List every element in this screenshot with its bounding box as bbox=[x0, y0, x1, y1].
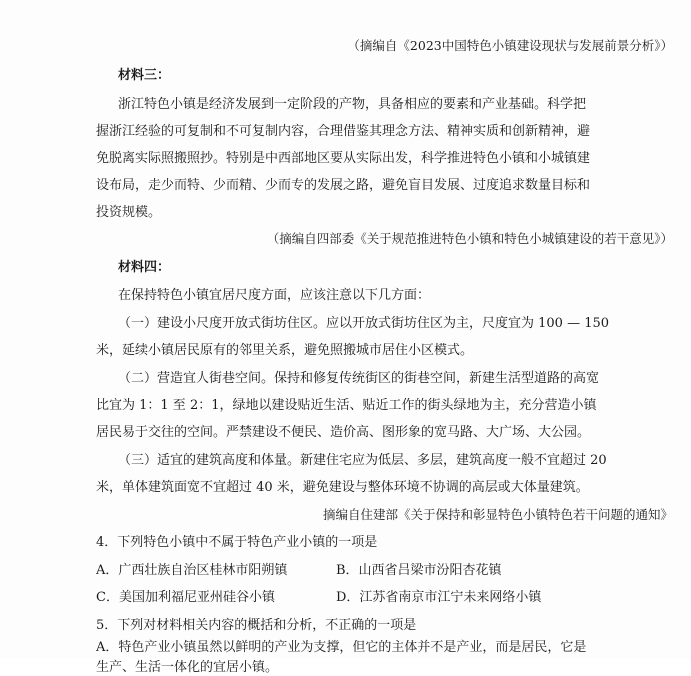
m4-intro: 在保持特色小镇宜居尺度方面，应该注意以下几方面： bbox=[118, 288, 431, 303]
m3-line: 握浙江经验的可复制和不可复制内容，合理借鉴其理念方法、精神实质和创新精神，避 bbox=[96, 124, 591, 139]
material-three-title: 材料三： bbox=[118, 68, 171, 83]
question-5-option-a-line: 生产、生活一体化的宜居小镇。 bbox=[96, 660, 279, 675]
question-4-stem: 4．下列特色小镇中不属于特色产业小镇的一项是 bbox=[96, 535, 378, 550]
m4-p3-line: （三）适宜的建筑高度和体量。新建住宅应为低层、多层，建筑高度一般不宜超过 20 bbox=[118, 453, 607, 468]
source-citation-1: （摘编自《2023中国特色小镇建设现状与发展前景分析》） bbox=[347, 38, 673, 53]
m3-line: 浙江特色小镇是经济发展到一定阶段的产物，具备相应的要素和产业基础。科学把 bbox=[118, 97, 587, 112]
source-citation-2: （摘编自四部委《关于规范推进特色小镇和特色小城镇建设的若干意见》） bbox=[266, 231, 673, 246]
source-citation-3: 摘编自住建部《关于保持和彰显特色小镇特色若干问题的通知》 bbox=[322, 507, 673, 522]
question-5-option-a-line: A．特色产业小镇虽然以鲜明的产业为支撑，但它的主体并不是产业，而是居民，它是 bbox=[96, 640, 587, 655]
m4-p3-line: 米，单体建筑面宽不宜超过 40 米，避免建设与整体环境不协调的高层或大体量建筑。 bbox=[96, 480, 589, 495]
m4-p1-line: （一）建设小尺度开放式街坊住区。应以开放式街坊住区为主，尺度宜为 100 — 150 bbox=[118, 316, 610, 331]
m4-p2-line: （二）营造宜人街巷空间。保持和修复传统街区的街巷空间，新建生活型道路的高宽 bbox=[118, 371, 600, 386]
m3-line: 免脱离实际照搬照抄。特别是中西部地区要从实际出发，科学推进特色小镇和小城镇建 bbox=[96, 151, 591, 166]
question-5-stem: 5．下列对材料相关内容的概括和分析，不正确的一项是 bbox=[96, 618, 417, 633]
question-4-option-b: B．山西省吕梁市汾阳杏花镇 bbox=[336, 563, 502, 578]
m4-p2-line: 居民易于交往的空间。严禁建设不便民、造价高、图形象的宽马路、大广场、大公园。 bbox=[96, 425, 591, 440]
question-4-option-a: A．广西壮族自治区桂林市阳朔镇 bbox=[96, 563, 288, 578]
m4-p1-line: 米，延续小镇居民原有的邻里关系，避免照搬城市居住小区模式。 bbox=[96, 343, 474, 358]
material-four-title: 材料四： bbox=[118, 260, 171, 275]
m4-p2-line: 比宜为 1：1 至 2：1，绿地以建设贴近生活、贴近工作的街头绿地为主，充分营造小镇 bbox=[96, 398, 597, 413]
question-4-option-d: D．江苏省南京市江宁未来网络小镇 bbox=[336, 590, 542, 605]
m3-line: 投资规模。 bbox=[96, 205, 162, 220]
question-4-option-c: C．美国加利福尼亚州硅谷小镇 bbox=[96, 590, 275, 605]
m3-line: 设布局，走少而特、少而精、少而专的发展之路，避免盲目发展、过度追求数量目标和 bbox=[96, 178, 591, 193]
